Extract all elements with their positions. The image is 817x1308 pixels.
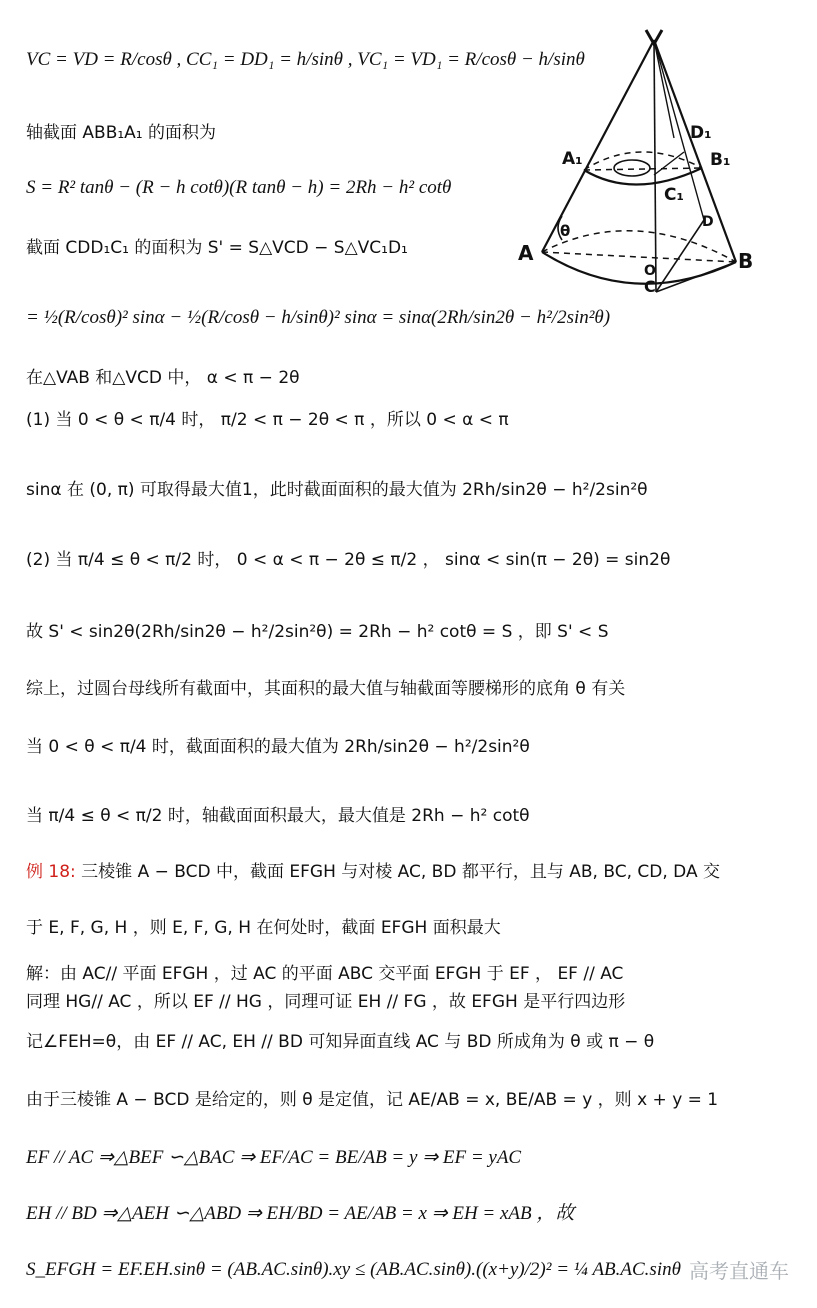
small-ellipse — [614, 160, 650, 176]
label-o: O — [644, 263, 656, 279]
label-theta: θ — [560, 222, 571, 240]
text: 在△VAB 和△VCD 中， α < π − 2θ — [26, 368, 300, 388]
example-label: 例 18: — [26, 862, 76, 882]
text: (2) 当 π/4 ≤ θ < π/2 时， 0 < α < π − 2θ ≤ π/2 ， sinα < sin(π − 2θ) = sin2θ — [26, 550, 671, 570]
text-line-17 — [26, 990, 625, 1014]
formula-text: S_EFGH = EF.EH.sinθ = (AB.AC.sinθ).xy ≤ (AB.AC.sinθ).((x+y)/2)² = ¼ AB.AC.sinθ — [26, 1259, 681, 1280]
text: 于 E, F, G, H ，则 E, F, G, H 在何处时，截面 EFGH 面积最大 — [26, 918, 501, 938]
label-c: C — [644, 277, 656, 296]
label-d1: D₁ — [690, 123, 712, 143]
text: 当 π/4 ≤ θ < π/2 时，轴截面面积最大，最大值是 2Rh − h² cotθ — [26, 806, 530, 826]
label-b: B — [738, 249, 754, 273]
example-18-header — [26, 860, 720, 884]
text-line-8 — [26, 478, 648, 502]
text: 三棱锥 A − BCD 中，截面 EFGH 与对棱 AC, BD 都平行，且与 AB, BC, CD, DA 交 — [81, 862, 720, 882]
text-line-4 — [26, 236, 408, 260]
top-diameter — [584, 168, 702, 170]
text-line-13 — [26, 804, 530, 828]
formula-line-1 — [26, 48, 585, 72]
text: 记∠FEH=θ，由 EF // AC, EH // BD 可知异面直线 AC 与 BD 所成角为 θ 或 π − θ — [26, 1032, 655, 1052]
formula-text: S = R² tanθ − (R − h cotθ)(R tanθ − h) = 2Rh − h² cotθ — [26, 177, 452, 198]
text: sinα 在 (0, π) 可取得最大值1，此时截面面积的最大值为 2Rh/sin2θ − h²/2sin²θ — [26, 480, 648, 500]
formula-line-21 — [26, 1202, 574, 1226]
text: 当 0 < θ < π/4 时，截面面积的最大值为 2Rh/sin2θ − h²/2sin²θ — [26, 737, 530, 757]
cone-left-edge — [542, 40, 654, 252]
formula-text: EF // AC ⇒△BEF ∽△BAC ⇒ EF/AC = BE/AB = y ⇒ EF = yAC — [26, 1147, 522, 1168]
cone-frustum-figure — [514, 20, 764, 310]
text-line-16 — [26, 962, 623, 986]
text: 同理 HG// AC ，所以 EF // HG ，同理可证 EH // FG ，故 EFGH 是平行四边形 — [26, 992, 626, 1012]
formula-text: VC = VD = R/cosθ , CC₁ = DD₁ = h/sinθ , VC₁ = VD₁ = R/cosθ − h/sinθ — [26, 49, 585, 70]
line-cb — [656, 262, 736, 292]
text: 解：由 AC// 平面 EFGH ，过 AC 的平面 ABC 交平面 EFGH 于 EF ， EF // AC — [26, 964, 624, 984]
text: 截面 CDD₁C₁ 的面积为 S' = S△VCD − S△VC₁D₁ — [26, 238, 408, 258]
apex-v-mark — [646, 30, 662, 44]
base-diameter — [542, 252, 736, 262]
text-line-6 — [26, 366, 300, 390]
formula-line-22 — [26, 1258, 681, 1282]
label-a: A — [518, 241, 534, 265]
text-line-15 — [26, 916, 501, 940]
label-b1: B₁ — [710, 150, 731, 170]
text-line-19 — [26, 1088, 718, 1112]
formula-line-20 — [26, 1146, 521, 1170]
text-line-10 — [26, 620, 608, 644]
text-line-18 — [26, 1030, 654, 1054]
text: (1) 当 0 < θ < π/4 时， π/2 < π − 2θ < π ，所以 0 < α < π — [26, 410, 509, 430]
text: 由于三棱锥 A − BCD 是给定的，则 θ 是定值，记 AE/AB = x, BE/AB = y ，则 x + y = 1 — [26, 1090, 719, 1110]
text: 综上，过圆台母线所有截面中，其面积的最大值与轴截面等腰梯形的底角 θ 有关 — [26, 679, 626, 699]
formula-line-3 — [26, 176, 451, 200]
label-a1: A₁ — [562, 149, 583, 169]
text-line-12 — [26, 735, 530, 759]
base-ellipse-front — [542, 252, 736, 284]
watermark-text: 高考直通车 — [689, 1259, 789, 1283]
text-line-7 — [26, 408, 509, 432]
formula-text: EH // BD ⇒△AEH ∽△ABD ⇒ EH/BD = AE/AB = x ⇒ EH = xAB ，故 — [26, 1203, 575, 1224]
label-c1: C₁ — [664, 185, 684, 205]
cone-axis — [654, 40, 656, 292]
text-line-11 — [26, 677, 625, 701]
formula-text: = ½(R/cosθ)² sinα − ½(R/cosθ − h/sinθ)² sinα = sinα(2Rh/sin2θ − h²/2sin²θ) — [26, 307, 611, 328]
label-d: D — [702, 214, 714, 230]
base-ellipse-back — [542, 231, 736, 262]
text-line-2 — [26, 121, 216, 145]
top-ellipse-front — [584, 168, 702, 185]
text: 轴截面 ABB₁A₁ 的面积为 — [26, 123, 217, 143]
text-line-9 — [26, 548, 670, 572]
text: 故 S' < sin2θ(2Rh/sin2θ − h²/2sin²θ) = 2Rh − h² cotθ = S ，即 S' < S — [26, 622, 609, 642]
